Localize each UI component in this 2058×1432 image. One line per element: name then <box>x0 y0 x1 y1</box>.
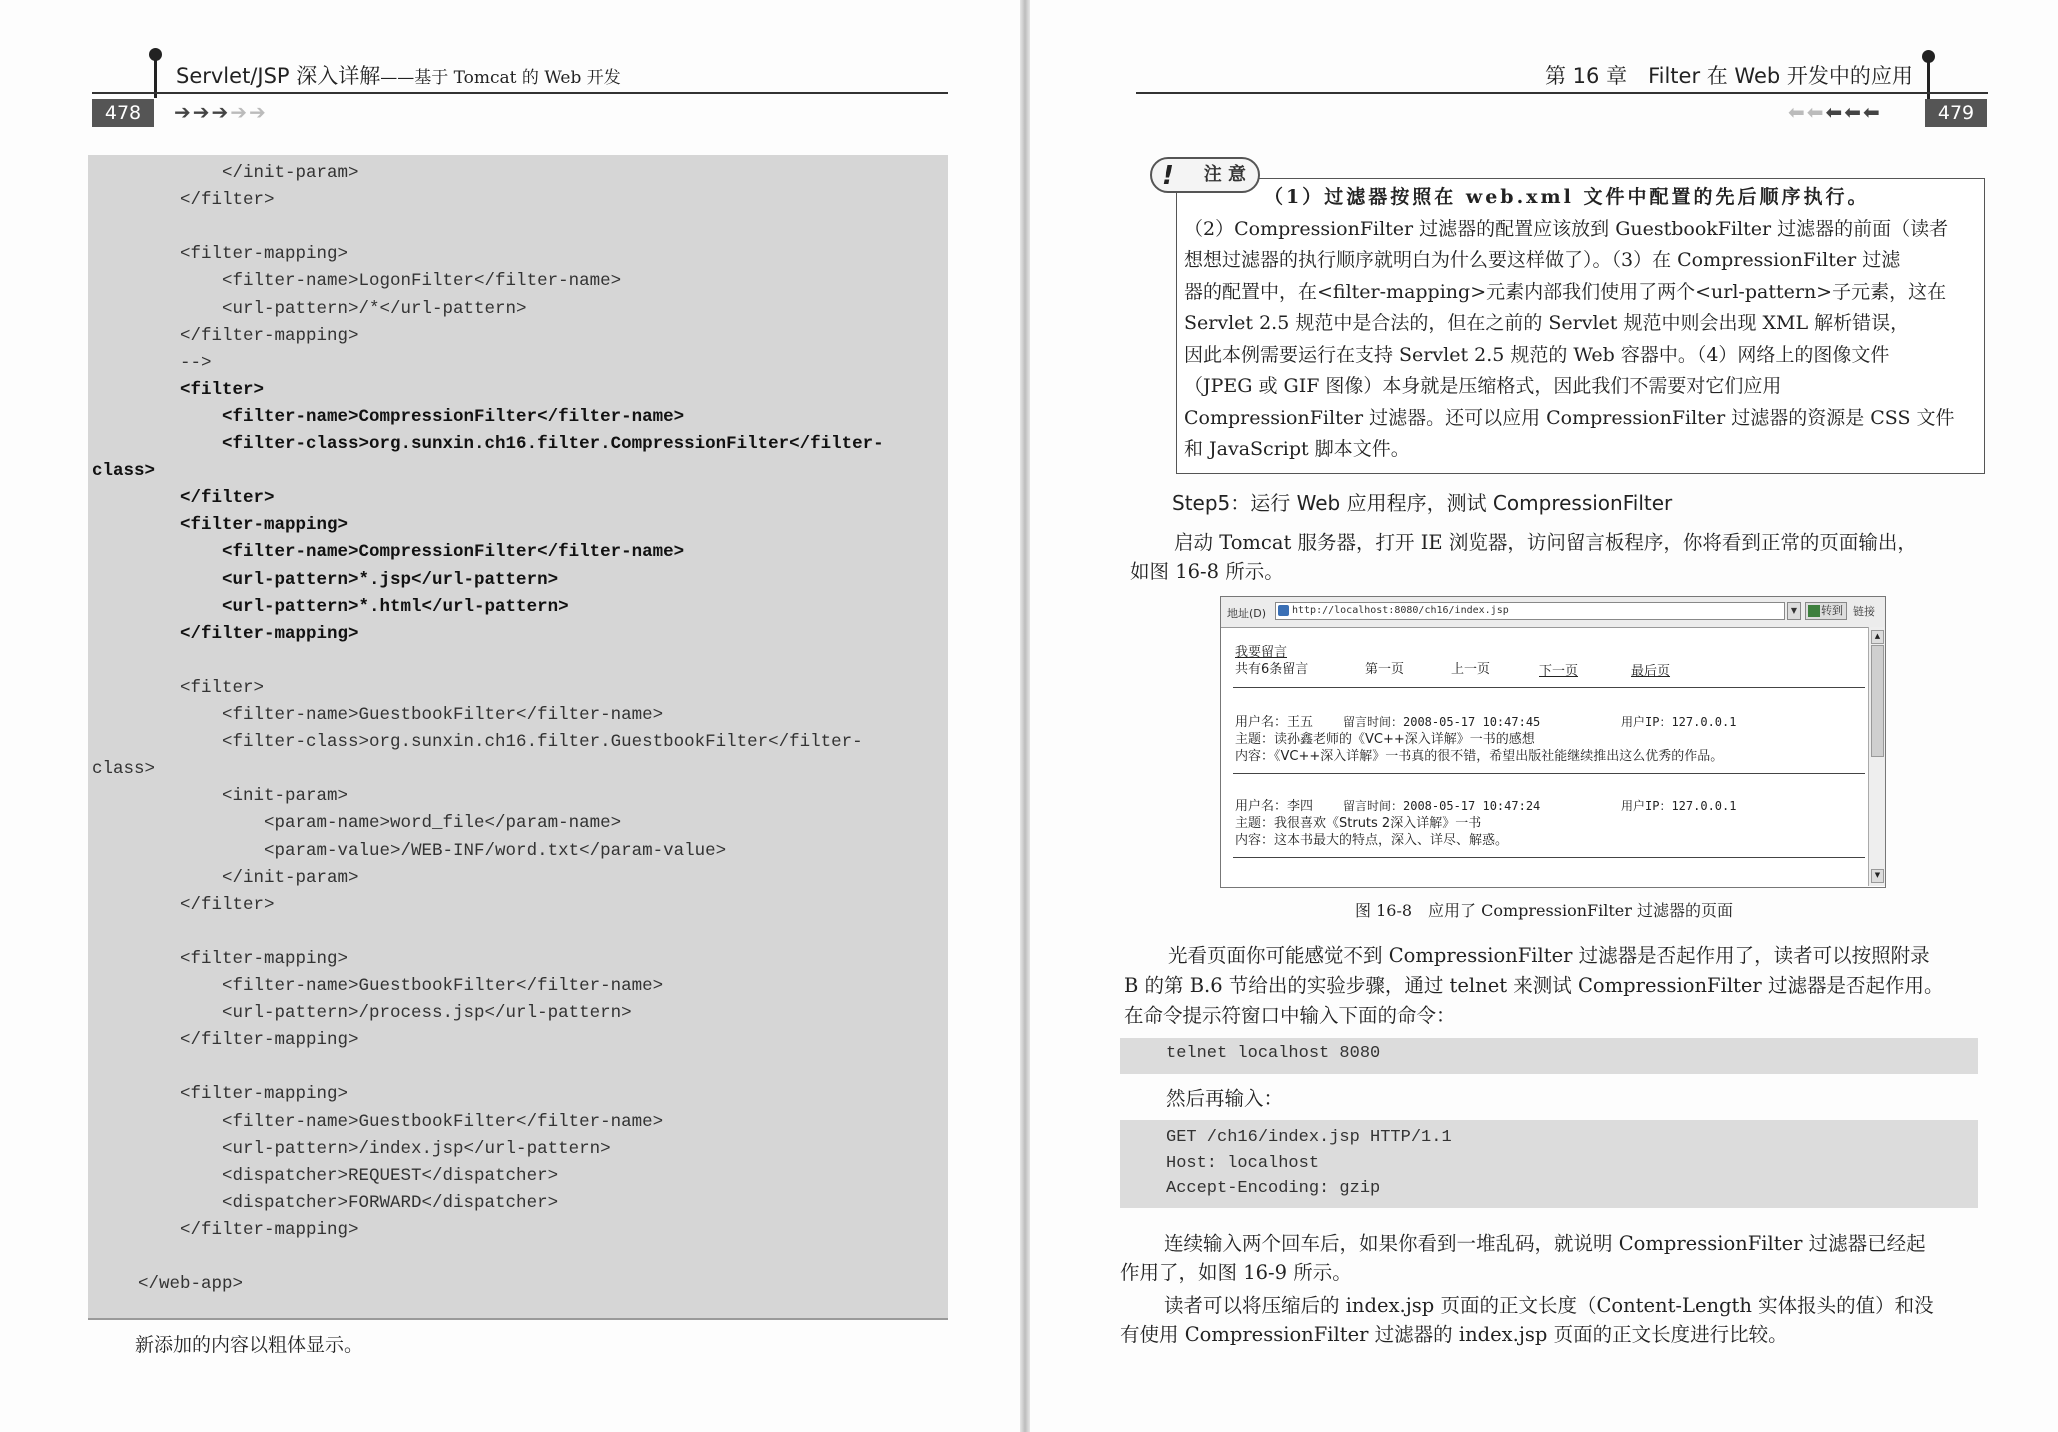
note-lines-line: （JPEG 或 GIF 图像）本身就是压缩格式，因此我们不需要对它们应用 <box>1184 375 1782 397</box>
note-lines-line: （1）过滤器按照在 web.xml 文件中配置的先后顺序执行。 <box>1264 186 1870 208</box>
browser-divider <box>1233 857 1865 858</box>
code-line: <url-pattern>/process.jsp</url-pattern> <box>138 1003 632 1024</box>
code-line: <filter-class>org.sunxin.ch16.filter.GuestbookFilter</filter- <box>138 732 863 753</box>
entry-time: 留言时间：2008-05-17 10:47:45 <box>1343 715 1541 729</box>
entry-time: 留言时间：2008-05-17 10:47:24 <box>1343 799 1541 813</box>
code-line: </filter-mapping> <box>138 1030 359 1051</box>
code-line: <dispatcher>FORWARD</dispatcher> <box>138 1192 559 1213</box>
entry-subject: 主题：我很喜欢《Struts 2深入详解》一书 <box>1235 816 1482 831</box>
left-page-number: 478 <box>92 99 154 127</box>
code-line: <filter-mapping> <box>138 244 349 265</box>
code-line: <filter-name>LogonFilter</filter-name> <box>138 271 622 292</box>
url-text: http://localhost:8080/ch16/index.jsp <box>1292 605 1509 616</box>
code-line: </filter> <box>138 894 275 915</box>
code-line: </filter-mapping> <box>138 325 359 346</box>
code-line: <filter-mapping> <box>138 1084 349 1105</box>
scroll-down-arrow-icon[interactable]: ▼ <box>1871 869 1884 883</box>
para1-line: 启动 Tomcat 服务器，打开 IE 浏览器，访问留言板程序，你将看到正常的页面输出， <box>1174 531 1917 554</box>
book-title: Servlet/JSP 深入详解 <box>176 64 381 88</box>
entry-ip: 用户IP：127.0.0.1 <box>1621 715 1737 729</box>
http-request-line: Accept-Encoding: gzip <box>1166 1179 1381 1198</box>
left-page <box>0 0 1020 1432</box>
note-lines-line: 器的配置中，在<filter-mapping>元素内部我们使用了两个<url-pattern>子元素，这在 <box>1184 280 1947 303</box>
note-lines-line: 因此本例需要运行在支持 Servlet 2.5 规范的 Web 容器中。（4）网络上的图像文件 <box>1184 343 1890 366</box>
code-block <box>88 155 948 1320</box>
code-line: <filter-mapping> <box>138 948 349 969</box>
arrows-decoration-icon: ⬅⬅⬅⬅⬅ <box>1788 100 1882 124</box>
code-line: <url-pattern>*.html</url-pattern> <box>138 596 569 617</box>
code-line: </web-app> <box>138 1274 244 1295</box>
code-line: class> <box>92 461 156 482</box>
note-lines-line: 和 JavaScript 脚本文件。 <box>1184 438 1410 460</box>
paragraph-3: 然后再输入： <box>1166 1087 1284 1110</box>
go-label: 转到 <box>1821 604 1843 617</box>
code-line: <filter-name>GuestbookFilter</filter-name> <box>138 1111 664 1132</box>
para2-line: 在命令提示符窗口中输入下面的命令： <box>1124 1004 1456 1027</box>
code-line: <filter> <box>138 379 265 400</box>
code-line: class> <box>92 759 156 780</box>
code-line: </filter-mapping> <box>138 623 359 644</box>
left-header-title <box>176 60 621 90</box>
right-header-title: 第 16 章 Filter 在 Web 开发中的应用 <box>1545 64 1913 88</box>
entry-subject: 主题：读孙鑫老师的《VC++深入详解》一书的感想 <box>1235 732 1535 747</box>
step-title: Step5：运行 Web 应用程序，测试 CompressionFilter <box>1172 491 1673 515</box>
entry-content: 内容：这本书最大的特点，深入、详尽、解惑。 <box>1235 833 1509 848</box>
code-line: <filter-name>GuestbookFilter</filter-name> <box>138 705 664 725</box>
left-footer-note: 新添加的内容以粗体显示。 <box>135 1334 364 1356</box>
para1-line: 如图 16-8 所示。 <box>1130 560 1284 583</box>
code-line: </filter> <box>138 190 275 211</box>
code-line: <filter-name>CompressionFilter</filter-name> <box>138 542 685 563</box>
address-dropdown-button[interactable]: ▼ <box>1787 602 1801 620</box>
code-line: <filter-name>GuestbookFilter</filter-name> <box>138 976 664 996</box>
entry-user: 用户名：李四 <box>1235 799 1314 814</box>
url-input[interactable] <box>1275 602 1785 620</box>
para4-line: 连续输入两个回车后，如果你看到一堆乱码，就说明 CompressionFilter 过滤器已经起 <box>1164 1232 1926 1255</box>
note-badge <box>1150 157 1260 193</box>
message-total: 共有6条留言 <box>1235 662 1309 677</box>
entry-user: 用户名：王五 <box>1235 715 1314 730</box>
note-lines-line: CompressionFilter 过滤器。还可以应用 CompressionFilter 过滤器的资源是 CSS 文件 <box>1184 406 1955 429</box>
code-line: </filter> <box>138 488 275 509</box>
code-line: <filter> <box>138 677 265 698</box>
warning-icon: ! <box>1162 161 1174 191</box>
code-line: <param-name>word_file</param-name> <box>138 813 622 834</box>
figure-caption: 图 16-8 应用了 CompressionFilter 过滤器的页面 <box>1355 901 1733 920</box>
nav-first-page[interactable]: 第一页 <box>1365 662 1405 677</box>
book-gutter <box>1020 0 1030 1432</box>
command-telnet: telnet localhost 8080 <box>1166 1044 1381 1063</box>
code-line: <url-pattern>/*</url-pattern> <box>138 298 527 319</box>
left-header-rule <box>92 92 948 94</box>
nav-last-page[interactable]: 最后页 <box>1631 664 1671 679</box>
para5-line: 读者可以将压缩后的 index.jsp 页面的正文长度（Content-Length 实体报头的值）和没 <box>1164 1294 1934 1317</box>
browser-divider <box>1233 773 1865 774</box>
note-lines-line: Servlet 2.5 规范中是合法的，但在之前的 Servlet 规范中则会出现 XML 解析错误， <box>1184 312 1910 334</box>
code-line: --> <box>138 352 212 373</box>
browser-divider <box>1233 687 1865 688</box>
code-line: <url-pattern>*.jsp</url-pattern> <box>138 569 559 590</box>
code-line: </init-param> <box>138 163 359 183</box>
note-label: 注 意 <box>1203 164 1246 185</box>
http-request-line: Host: localhost <box>1166 1153 1320 1173</box>
entry-ip: 用户IP：127.0.0.1 <box>1621 799 1737 813</box>
para2-line: B 的第 B.6 节给出的实验步骤，通过 telnet 来测试 CompressionFilter 过滤器是否起作用。 <box>1124 974 1944 997</box>
scroll-thumb[interactable] <box>1871 645 1884 757</box>
entry-content: 内容：《VC++深入详解》一书真的很不错，希望出版社能继续推出这么优秀的作品。 <box>1235 749 1724 764</box>
go-button[interactable] <box>1805 602 1847 620</box>
address-bar <box>1221 597 1885 628</box>
code-line: <filter-mapping> <box>138 515 349 536</box>
nav-next-page[interactable]: 下一页 <box>1539 664 1579 679</box>
code-line: <init-param> <box>138 786 349 807</box>
right-header-rule <box>1136 92 1988 94</box>
browser-screenshot <box>1220 596 1886 888</box>
code-line: <filter-class>org.sunxin.ch16.filter.CompressionFilter</filter- <box>138 434 884 454</box>
note-lines-line: 想想过滤器的执行顺序就明白为什么要这样做了）。（3）在 CompressionFilter 过滤 <box>1184 249 1901 271</box>
browser-scrollbar[interactable] <box>1868 627 1885 886</box>
post-message-link[interactable]: 我要留言 <box>1235 645 1288 660</box>
ie-page-icon <box>1278 605 1289 616</box>
right-page-number: 479 <box>1925 99 1987 127</box>
code-line: <param-value>/WEB-INF/word.txt</param-value> <box>138 840 727 861</box>
arrows-decoration-icon: ➔➔➔➔➔ <box>174 100 268 124</box>
nav-prev-page[interactable]: 上一页 <box>1451 662 1491 677</box>
links-button[interactable]: 链接 <box>1853 605 1875 618</box>
scroll-up-arrow-icon[interactable]: ▲ <box>1871 630 1884 644</box>
http-request-line: GET /ch16/index.jsp HTTP/1.1 <box>1166 1128 1452 1147</box>
code-line: </init-param> <box>138 867 359 888</box>
para5-line: 有使用 CompressionFilter 过滤器的 index.jsp 页面的正文长度进行比较。 <box>1120 1323 1788 1346</box>
code-line: <filter-name>CompressionFilter</filter-name> <box>138 406 685 427</box>
address-label: 地址(D) <box>1227 607 1267 620</box>
para2-line: 光看页面你可能感觉不到 CompressionFilter 过滤器是否起作用了，读者可以按照附录 <box>1168 944 1930 967</box>
book-subtitle: ——基于 Tomcat 的 Web 开发 <box>380 68 621 88</box>
code-line: </filter-mapping> <box>138 1219 359 1240</box>
note-lines-line: （2）CompressionFilter 过滤器的配置应该放到 GuestbookFilter 过滤器的前面（读者 <box>1184 217 1949 240</box>
para4-line: 作用了，如图 16-9 所示。 <box>1120 1261 1352 1284</box>
code-line: <url-pattern>/index.jsp</url-pattern> <box>138 1138 611 1159</box>
code-line: <dispatcher>REQUEST</dispatcher> <box>138 1165 559 1186</box>
go-arrow-icon <box>1808 605 1820 617</box>
